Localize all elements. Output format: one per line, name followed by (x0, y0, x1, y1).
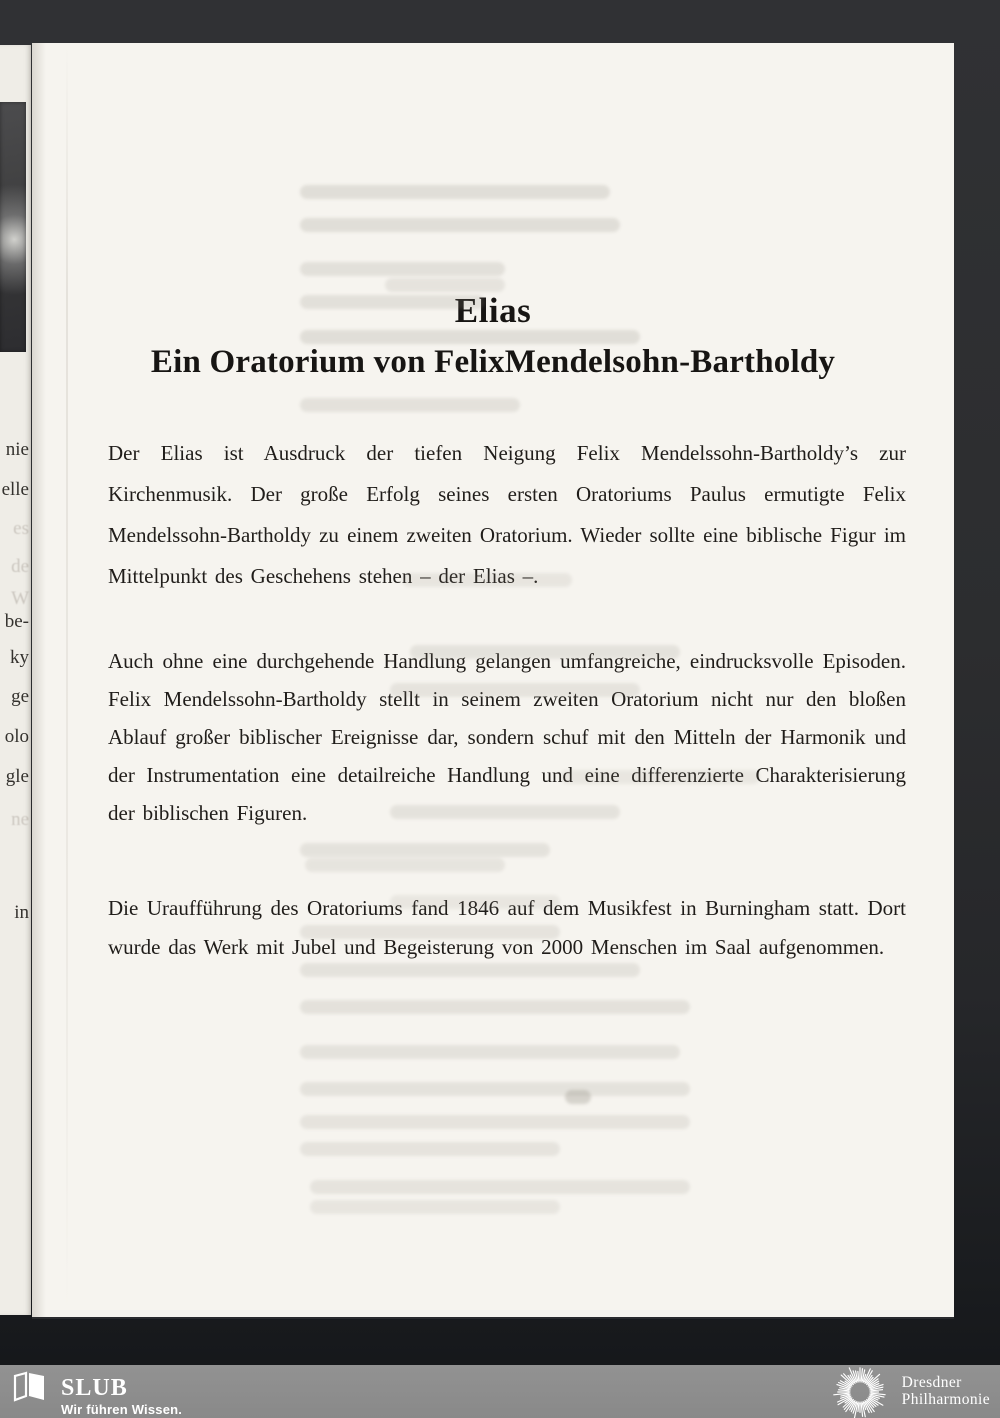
paragraph: Die Uraufführung des Oratoriums fand 1846 auf dem Musikfest in Burningham statt. Dort wurde das Werk mit Jubel und Begeisterung von 2000 Menschen im Saal aufgenommen. (108, 896, 906, 959)
ghost-text-line (385, 278, 505, 292)
margin-fragment: be- (4, 611, 29, 632)
margin-fragment: elle (1, 479, 29, 500)
ghost-text-line (410, 645, 680, 659)
margin-fragment: W (11, 588, 29, 609)
ghost-text-line (565, 1090, 591, 1104)
ghost-text-line (300, 295, 485, 309)
ghost-text-line (390, 805, 620, 819)
margin-fragment: de (11, 556, 29, 577)
ghost-text-line (300, 330, 640, 344)
philharmonie-wordmark (902, 1375, 990, 1408)
document-page (32, 43, 954, 1317)
margin-fragment: nie (5, 439, 29, 460)
philharmonie-line1: Dresdner (901, 1374, 962, 1391)
ghost-text-line (300, 1082, 690, 1096)
margin-fragment: ky (10, 647, 29, 668)
slub-logo[interactable] (13, 1369, 182, 1417)
ghost-text-line (300, 185, 610, 199)
ghost-text-line (402, 573, 572, 587)
margin-fragment: ge (11, 686, 29, 707)
slub-tagline: Wir führen Wissen. (61, 1402, 183, 1417)
margin-fragment: gle (5, 766, 29, 787)
ghost-text-line (300, 398, 520, 412)
ghost-text-line (300, 218, 620, 232)
ghost-text-line (300, 262, 505, 276)
adjacent-page-edge (0, 45, 31, 1315)
ghost-text-line (300, 843, 550, 857)
ghost-text-line (390, 683, 640, 697)
philharmonie-line2: Philharmonie (901, 1390, 990, 1408)
margin-fragment: in (14, 902, 29, 923)
page-title: Elias (454, 291, 532, 330)
ghost-text-line (300, 1045, 680, 1059)
philharmonie-logo (832, 1365, 990, 1418)
margin-fragment: olo (4, 726, 29, 747)
margin-fragment: ne (11, 809, 29, 830)
ghost-text-line (310, 1200, 560, 1214)
ghost-text-line (560, 770, 760, 784)
open-book-icon (13, 1369, 47, 1403)
paragraph: Der Elias ist Ausdruck der tiefen Neigung Felix Mendelssohn-Bartholdy’s zur Kirchenmusik. Der große Erfolg seines ersten Oratoriums Paulus ermutigte Felix Mendelssohn-Bartholdy zu einem zweiten Oratorium. Wieder sollte eine biblische Figur im Mittelpunkt des Geschehens stehen – der Elias –. (108, 441, 906, 588)
footer-bar (0, 1365, 1000, 1418)
slub-wordmark: SLUB (61, 1375, 128, 1401)
ghost-text-line (300, 1115, 690, 1129)
ghost-text-line (390, 895, 560, 909)
photo-fragment (0, 102, 26, 352)
philharmonie-sunburst-icon (832, 1366, 888, 1418)
margin-fragment: es (13, 518, 29, 539)
ghost-text-line (300, 1000, 690, 1014)
ghost-text-line (310, 1180, 690, 1194)
ghost-text-line (305, 858, 505, 872)
page-subtitle: Ein Oratorium von FelixMendelsohn-Bartholdy (150, 344, 836, 380)
ghost-text-line (300, 963, 640, 977)
paragraph: Auch ohne eine durchgehende Handlung gelangen umfangreiche, eindrucksvolle Episoden. Felix Mendelssohn-Bartholdy stellt in seinem zweiten Oratorium nicht nur den bloßen Ablauf großer biblischer Ereignisse dar, sondern schuf mit den Mitteln der Harmonik und der Instrumentation eine detailreiche Handlung und eine differenzierte Charakterisierung der biblischen Figuren. (108, 649, 906, 825)
ghost-text-line (300, 925, 560, 939)
ghost-text-line (300, 1142, 560, 1156)
